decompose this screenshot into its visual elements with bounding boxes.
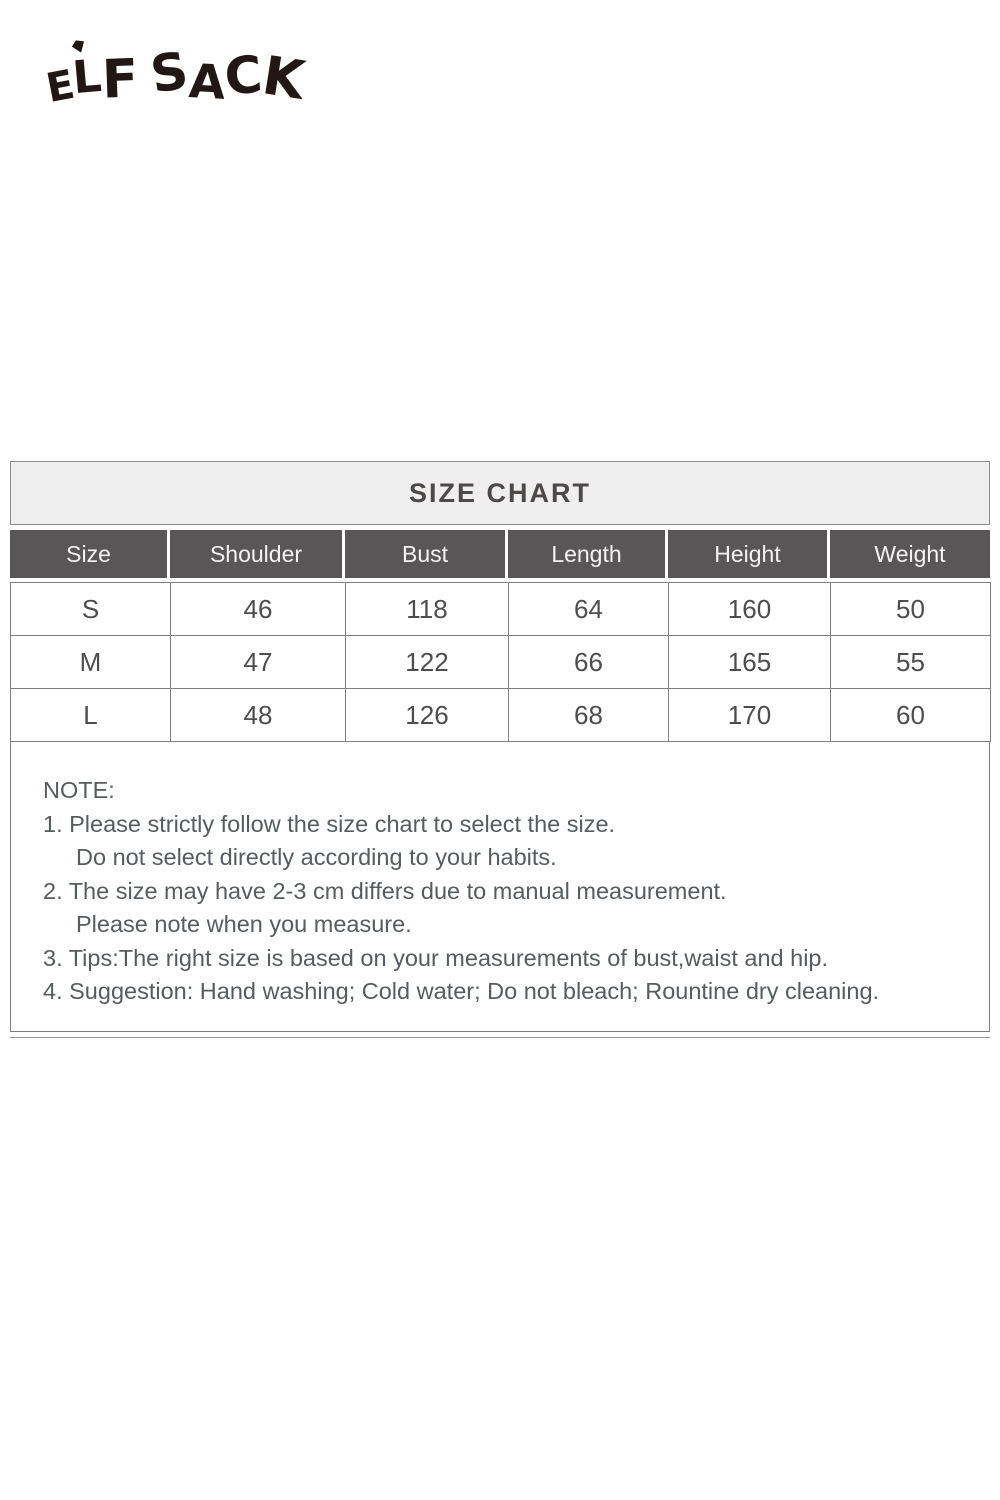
size-chart [10, 461, 990, 1038]
column-header-length: Length [508, 530, 668, 578]
note-line-3: 3. Tips:The right size is based on your measurements of bust,waist and hip. [43, 944, 829, 971]
cell-shoulder: 48 [171, 689, 346, 742]
logo-letter: L [70, 48, 104, 105]
logo-letter: C [222, 45, 266, 108]
cell-height: 160 [669, 583, 831, 636]
column-header-bust: Bust [345, 530, 508, 578]
logo-letter: K [258, 45, 309, 112]
cell-shoulder: 47 [171, 636, 346, 689]
table-row-l [11, 689, 991, 742]
column-header-weight: Weight [830, 530, 990, 578]
cell-bust: 126 [346, 689, 509, 742]
cell-weight: 55 [831, 636, 991, 689]
cell-length: 68 [509, 689, 669, 742]
size-chart-table [10, 582, 991, 742]
logo-letter: A [187, 54, 227, 111]
cell-shoulder: 46 [171, 583, 346, 636]
cell-bust: 118 [346, 583, 509, 636]
column-header-shoulder: Shoulder [170, 530, 345, 578]
logo-letter: F [100, 48, 140, 111]
brand-logo [42, 41, 309, 113]
note-line-2: 2. The size may have 2-3 cm differs due to manual measurement. [43, 877, 727, 904]
cell-bust: 122 [346, 636, 509, 689]
table-row-s [11, 583, 991, 636]
cell-size: L [11, 689, 171, 742]
note-line-1: 1. Please strictly follow the size chart to select the size. [43, 810, 616, 837]
column-header-size: Size [10, 530, 170, 578]
cell-weight: 60 [831, 689, 991, 742]
cell-height: 170 [669, 689, 831, 742]
logo-letter: S [146, 41, 193, 106]
size-chart-header-row [10, 530, 990, 578]
cell-size: S [11, 583, 171, 636]
cell-length: 66 [509, 636, 669, 689]
cell-weight: 50 [831, 583, 991, 636]
notes-heading: NOTE: [43, 777, 115, 803]
cell-height: 165 [669, 636, 831, 689]
size-chart-title: SIZE CHART [10, 461, 990, 525]
column-header-height: Height [668, 530, 830, 578]
bottom-divider-line [10, 1037, 990, 1038]
notes-box [10, 741, 990, 1032]
note-line-4: 4. Suggestion: Hand washing; Cold water; Do not bleach; Rountine dry cleaning. [43, 978, 880, 1004]
logo-letter: E [42, 61, 79, 113]
note-line-2b: Please note when you measure. [76, 911, 412, 937]
cell-length: 64 [509, 583, 669, 636]
table-row-m [11, 636, 991, 689]
cell-size: M [11, 636, 171, 689]
note-line-1b: Do not select directly according to your habits. [76, 844, 557, 870]
